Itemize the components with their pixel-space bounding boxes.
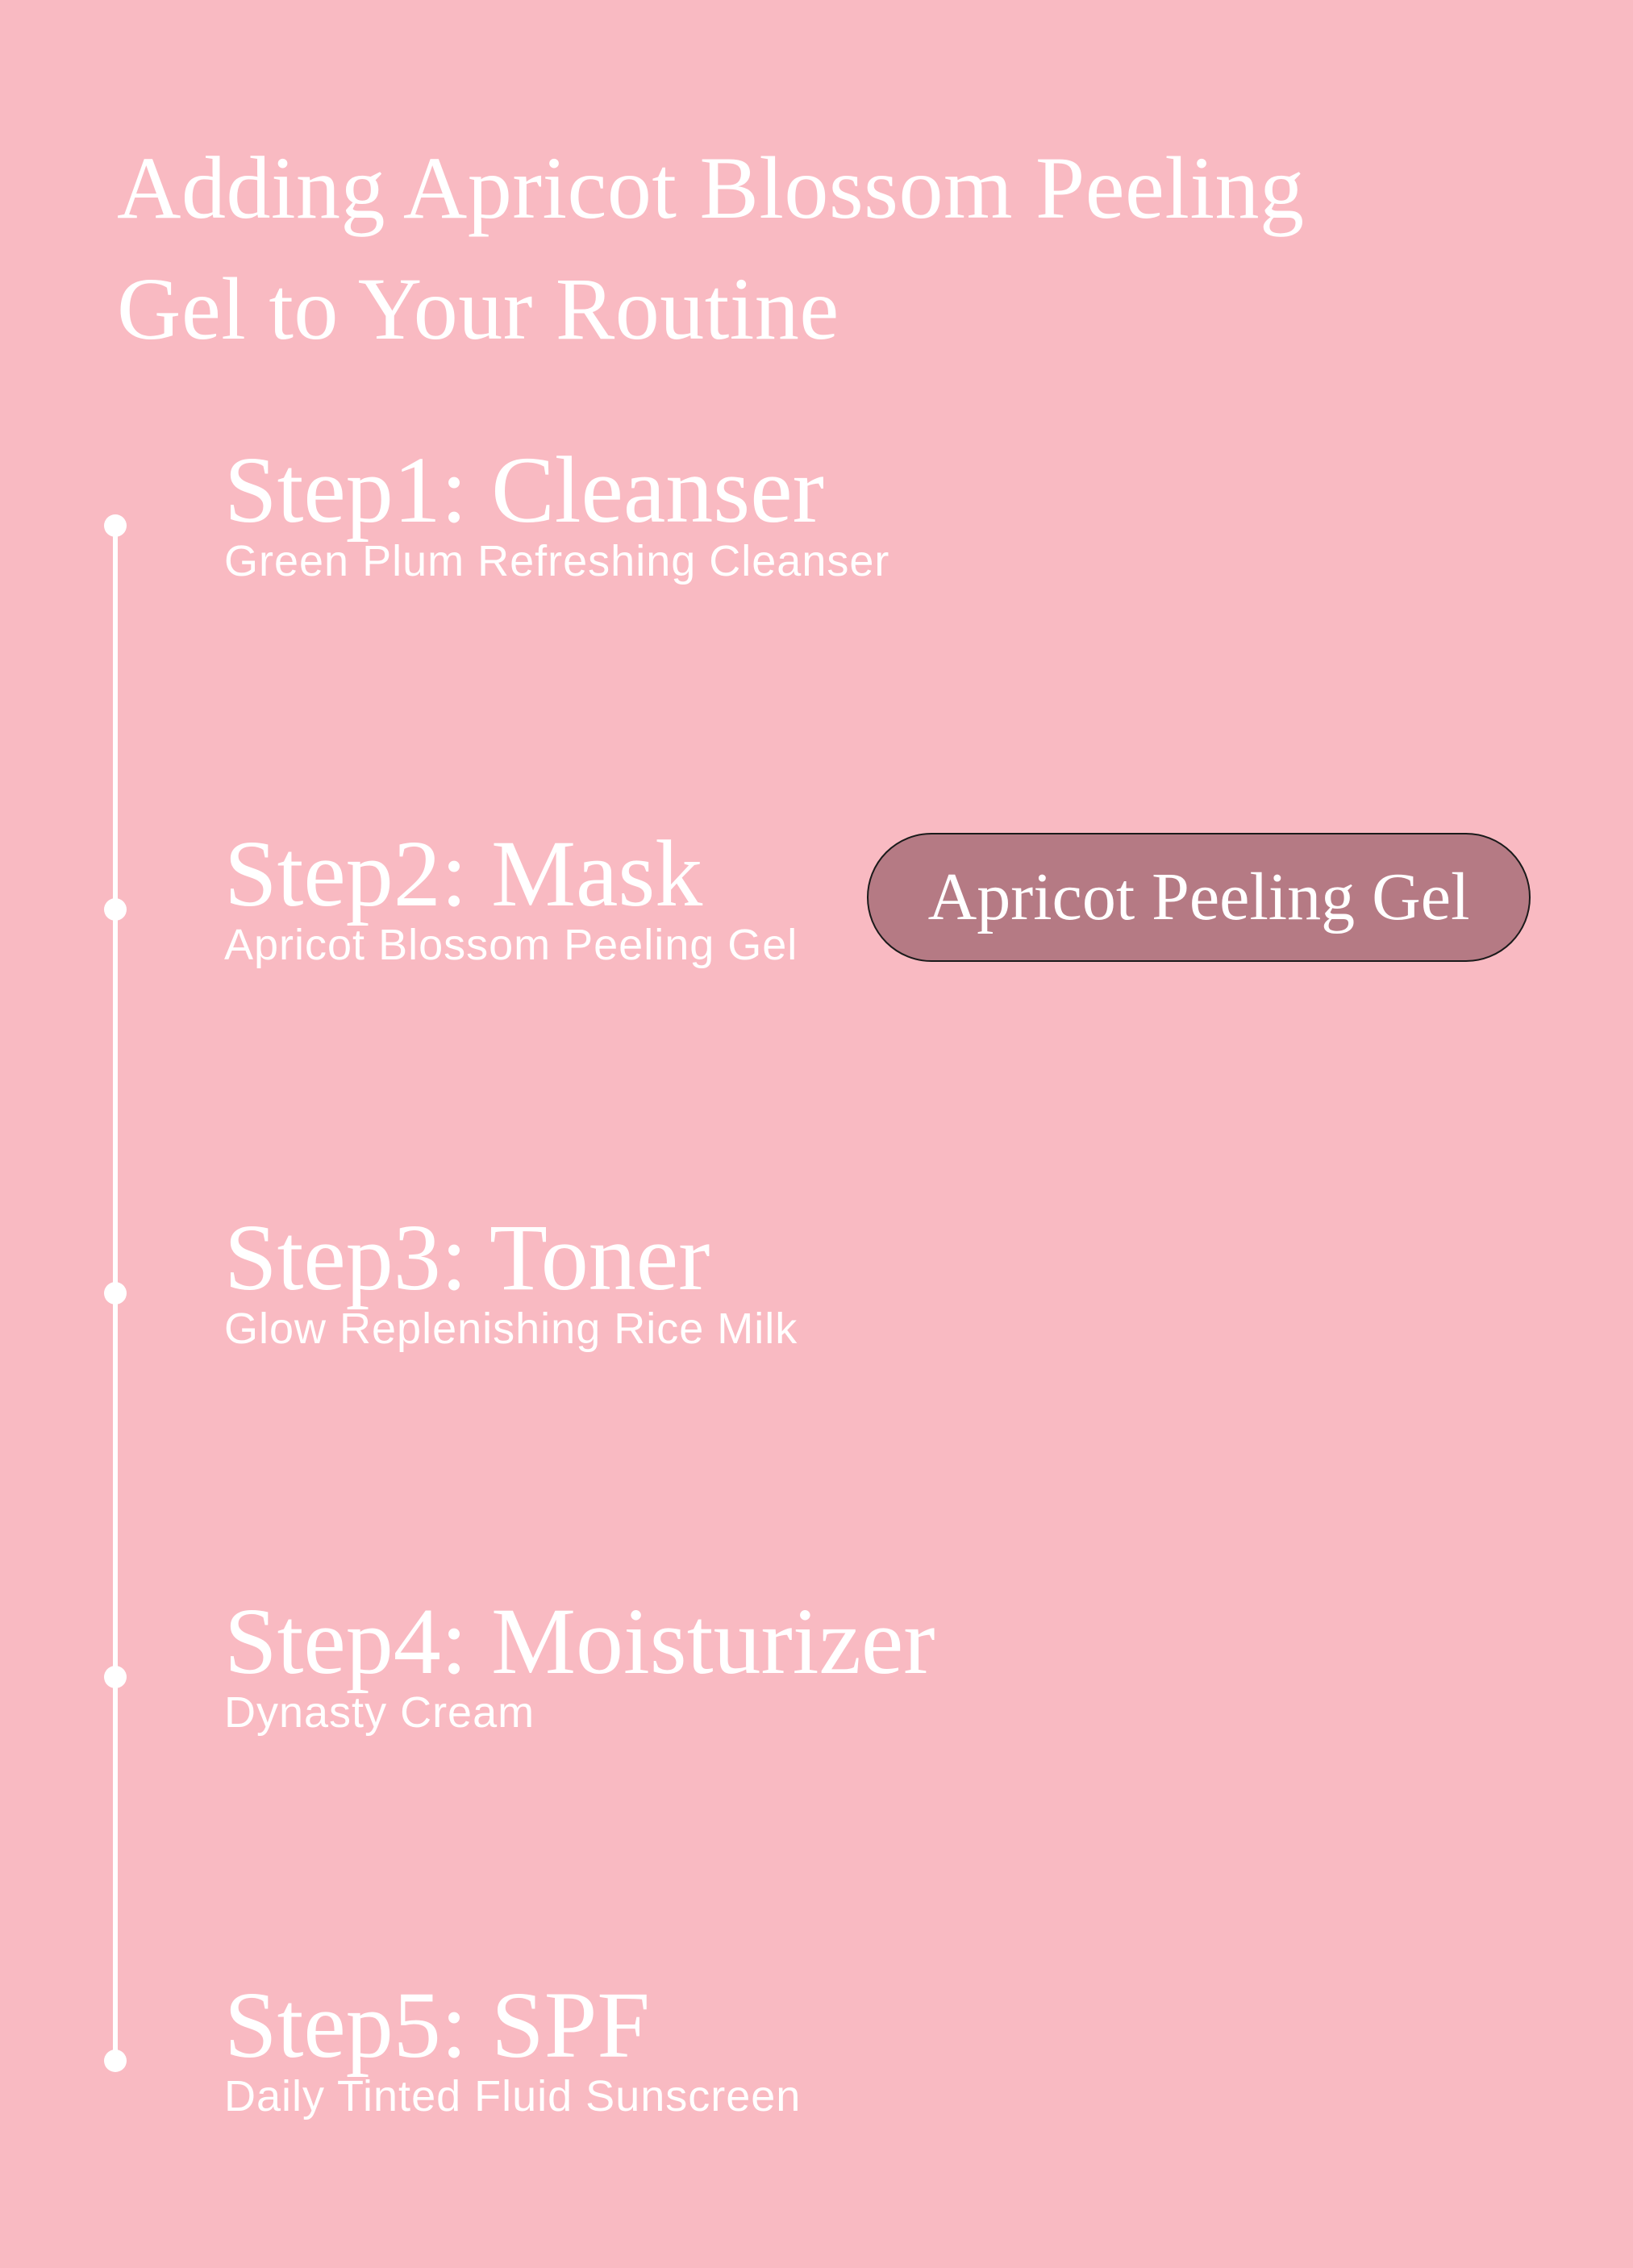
step-heading: Step5: SPF <box>224 1972 650 2078</box>
step-product: Green Plum Refreshing Cleanser <box>224 537 890 585</box>
step-item <box>224 821 798 969</box>
page-title-line-2: Gel to Your Routine <box>117 260 839 358</box>
timeline-dot-icon <box>104 1282 127 1305</box>
step-product: Dynasty Cream <box>224 1688 535 1737</box>
step-item <box>224 1205 798 1353</box>
step-heading: Step1: Cleanser <box>224 437 824 543</box>
step-item <box>224 1588 935 1737</box>
page-title-line-1: Adding Apricot Blossom Peeling <box>117 139 1305 237</box>
timeline-dot-icon <box>104 2050 127 2072</box>
timeline-dot-icon <box>104 1666 127 1688</box>
step-item <box>224 1972 802 2120</box>
step-product: Glow Replenishing Rice Milk <box>224 1305 798 1353</box>
step-heading: Step2: Mask <box>224 821 703 926</box>
step-heading: Step4: Moisturizer <box>224 1588 935 1694</box>
step-item <box>224 437 890 585</box>
timeline-dot-icon <box>104 898 127 921</box>
badge-label: Apricot Peeling Gel <box>927 859 1470 934</box>
apricot-peeling-gel-badge <box>867 833 1531 962</box>
step-product: Daily Tinted Fluid Sunscreen <box>224 2072 802 2120</box>
page-title <box>117 127 1305 369</box>
step-product: Apricot Blossom Peeling Gel <box>224 921 798 969</box>
step-heading: Step3: Toner <box>224 1205 710 1310</box>
timeline-dot-icon <box>104 514 127 537</box>
